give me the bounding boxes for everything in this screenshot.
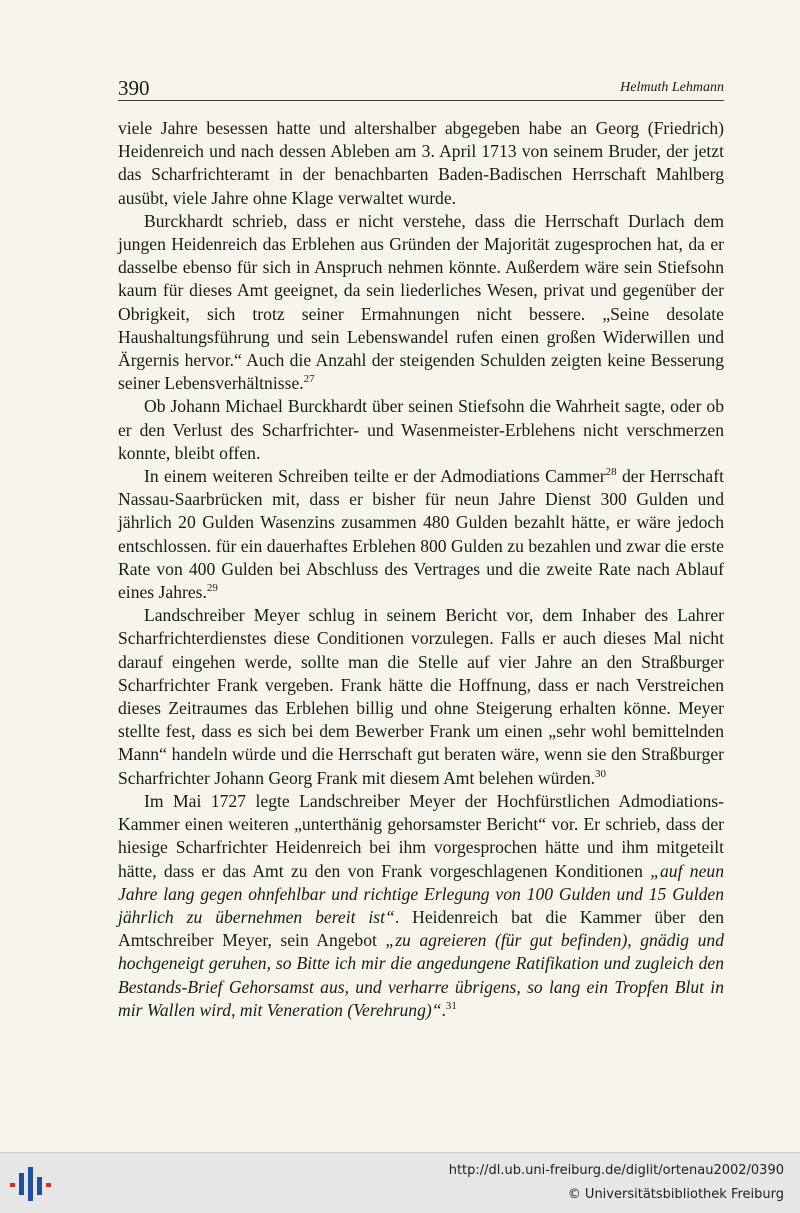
- copyright-notice: © Universitätsbibliothek Freiburg: [567, 1187, 784, 1202]
- footnote-ref-31[interactable]: 31: [445, 999, 457, 1012]
- paragraph-3: Ob Johann Michael Burckhardt über seinen Stiefsohn die Wahrheit sagte, oder ob er den Verlust des Scharfrichter- und Wasenmeister-Erblehens nicht verschmerzen konnte, bleibt offen.: [118, 396, 724, 463]
- running-header: [118, 74, 724, 101]
- paragraph-5: Landschreiber Meyer schlug in seinem Bericht vor, dem Inhaber des Lahrer Scharfrichterdienstes diese Conditionen vorzulegen. Falls er auch dieses Mal nicht darauf eingehen werde, sollte man die Stelle auf vier Jahre an den Straßburger Scharfrichter Frank vergeben. Frank hätte die Hoffnung, dass er nach Verstreichen dieses Zeitraumes das Erblehen billig und ohne Steigerung erhalten könne. Meyer stellte fest, dass es sich bei dem Bewerber Frank um einen „sehr wohl bemittelnden Mann“ handeln würde und die Herrschaft gut beraten wäre, wenn sie den Straßburger Scharfrichter Johann Georg Frank mit diesem Amt belehen würden.$^{30}$: [118, 605, 724, 788]
- viewer-footer: [0, 1152, 800, 1213]
- body-text: [118, 117, 724, 1022]
- paragraph-2: Burckhardt schrieb, dass er nicht verstehe, dass die Herrschaft Durlach dem jungen Heidenreich das Erblehen aus Gründen der Majorität zugesprochen hat, da er dasselbe ebenso für sich in Anspruch nehmen könnte. Außerdem wäre sein Stiefsohn kaum für dieses Amt geeignet, da sein liederliches Wesen, privat und gegenüber der Obrigkeit, sich trotz seiner Ermahnungen nicht bessere. „Seine desolate Haushaltungsführung und sein Lebenswandel rufen einen großen Widerwillen und Ärgernis hervor.“ Auch die Anzahl der steigenden Schulden zeigten keine Besserung seiner Lebensverhältnisse.$^{27}$: [118, 210, 724, 394]
- running-head-author: Helmuth Lehmann: [620, 80, 724, 95]
- ub-freiburg-logo-icon: [8, 1165, 54, 1203]
- footnote-ref-30[interactable]: 30: [595, 767, 607, 780]
- quote-italic-2: „zu agreieren (für gut befinden), gnädig und hochgeneigt geruhen, so Bitte ich mir die angedungene Ratifikation und zugleich den Bestands-Brief Gehorsamst aus, und verharre übrigens, so lang ein Tropfen Blut in mir Wallen wird, mit Veneration (Verehrung)“: [118, 930, 725, 1020]
- footnote-ref-27[interactable]: 27: [303, 373, 315, 386]
- page-number: 390: [118, 76, 150, 100]
- paragraph-6: Im Mai 1727 legte Landschreiber Meyer der Hochfürstlichen Admodiations-Kammer einen weiteren „unterthänig gehorsamster Bericht“ vor. Er schrieb, dass der hiesige Scharfrichter Heidenreich bei ihm vorgesprochen hätte und ihm mitgeteilt hätte, dass er das Amt zu den von Frank vorgeschlagenen Konditionen „auf neun Jahre lang gegen ohnfehlbar und richtige Erlegung von 100 Gulden und 15 Gulden jährlich zu übernehmen bereit ist“. Heidenreich bat die Kammer über den Amtschreiber Meyer, sein Angebot „zu agreieren (für gut befinden), gnädig und hochgeneigt geruhen, so Bitte ich mir die angedungene Ratifikation und zugleich den Bestands-Brief Gehorsamst aus, und verharre übrigens, so lang ein Tropfen Blut in mir Wallen wird, mit Veneration (Verehrung)“.$^{31}$: [118, 790, 725, 1020]
- paragraph-4: In einem weiteren Schreiben teilte er der Admodiations Cammer$^{28}$ der Herrschaft Nassau-Saarbrücken mit, dass er bisher für neun Jahre Dienst 300 Gulden und jährlich 20 Gulden Wasenzins zusammen 480 Gulden bezahlt hätte, er wäre jedoch entschlossen. für ein dauerhaftes Erblehen 800 Gulden zu bezahlen und zwar die erste Rate von 400 Gulden bei Abschluss des Vertrages und die zweite Rate nach Ablauf eines Jahres.$^{29}$: [118, 466, 724, 603]
- quote-italic-1: „auf neun Jahre lang gegen ohnfehlbar und richtige Erlegung von 100 Gulden und 15 Gulden jährlich zu übernehmen bereit ist“: [118, 860, 724, 927]
- footnote-ref-29[interactable]: 29: [206, 582, 218, 595]
- permalink-url[interactable]: http://dl.ub.uni-freiburg.de/diglit/ortenau2002/0390: [448, 1163, 784, 1178]
- paragraph-1: viele Jahre besessen hatte und altershalber abgegeben habe an Georg (Friedrich) Heidenreich und nach dessen Ableben am 3. April 1713 von seinem Bruder, der jetzt das Scharfrichteramt in der benachbarten Baden-Badischen Herrschaft Mahlberg ausübt, viele Jahre ohne Klage verwaltet wurde.: [118, 118, 724, 208]
- footnote-ref-28[interactable]: 28: [605, 466, 617, 479]
